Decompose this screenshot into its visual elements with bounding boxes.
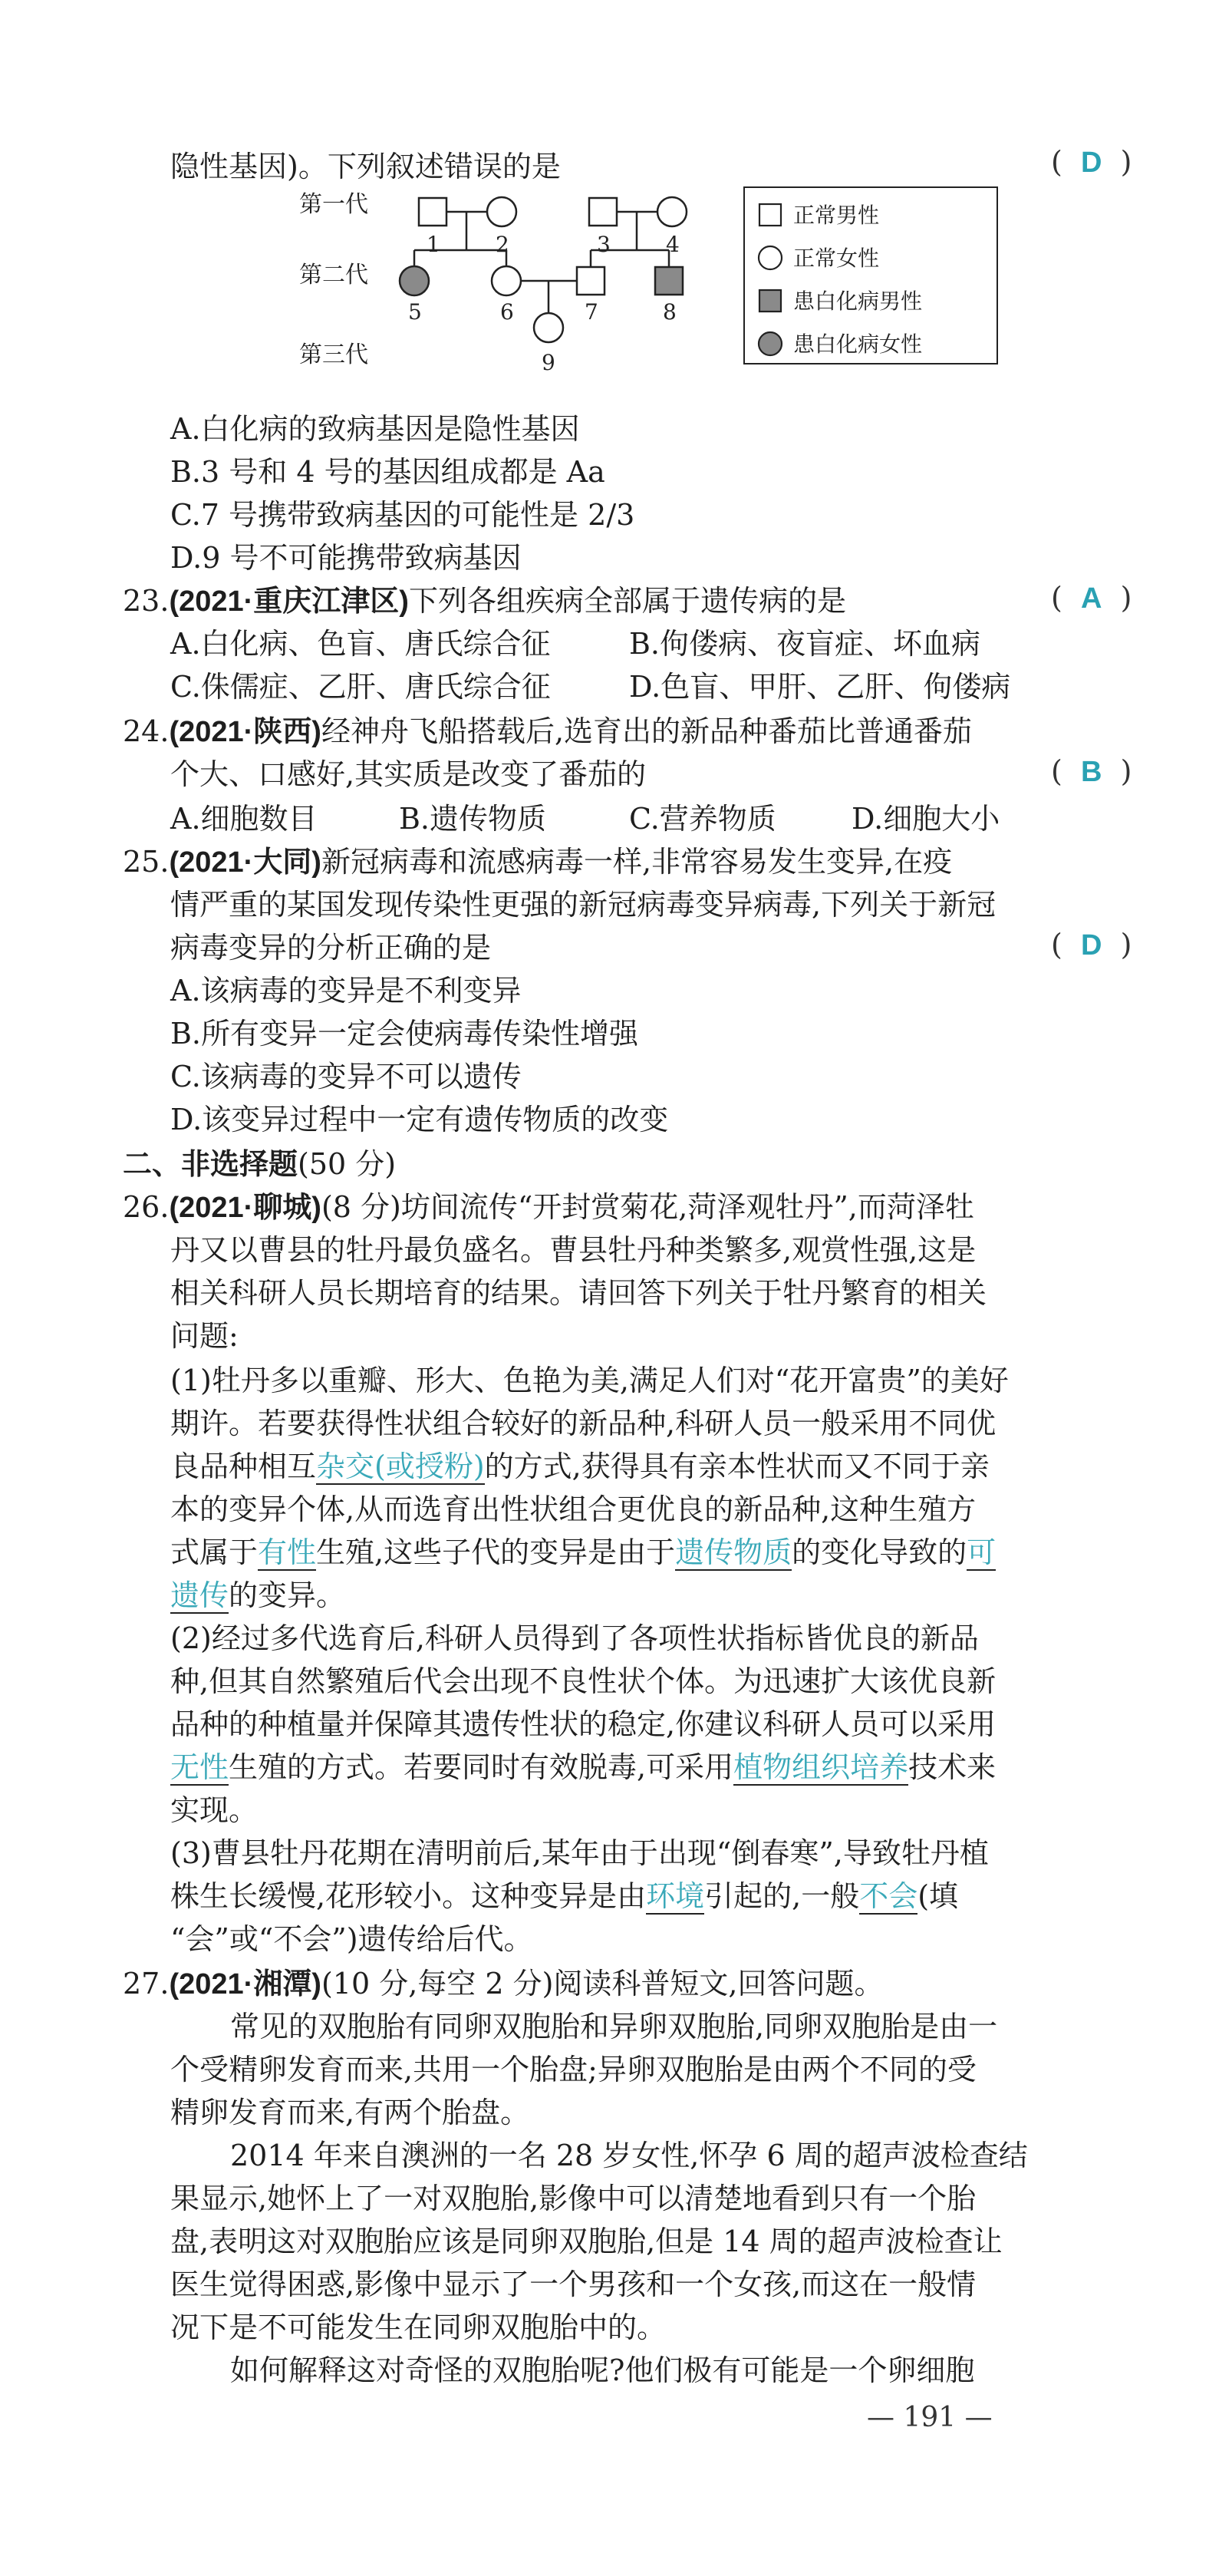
- gen3-label: 第三代: [299, 341, 368, 368]
- q26-p2-1: (2)经过多代选育后,科研人员得到了各项性状指标皆优良的新品: [170, 1621, 979, 1655]
- q26-l2: 丹又以曹县的牡丹最负盛名。曹县牡丹种类繁多,观赏性强,这是: [170, 1233, 977, 1267]
- q22-option-c: C.7 号携带致病基因的可能性是 2/3: [170, 498, 635, 532]
- q25-stem-3: 病毒变异的分析正确的是: [170, 931, 492, 965]
- q27-p1-2: 个受精卵发育而来,共用一个胎盘;异卵双胞胎是由两个不同的受: [170, 2053, 977, 2086]
- q22-option-b: B.3 号和 4 号的基因组成都是 Aa: [170, 455, 605, 489]
- q26-blank-4b: 遗传: [170, 1578, 229, 1612]
- ind-4: 4: [666, 232, 680, 257]
- q27-p2-5: 况下是不可能发生在同卵双胞胎中的。: [170, 2310, 667, 2344]
- q26-p3-3: “会”或“不会”)遗传给后代。: [170, 1922, 533, 1956]
- q23-option-c: C.侏儒症、乙肝、唐氏综合征: [170, 670, 551, 704]
- q26-blank-4a: 可: [967, 1535, 997, 1569]
- q23-option-b: B.佝偻病、夜盲症、坏血病: [629, 627, 981, 661]
- q26-blank-5: 无性: [170, 1750, 229, 1784]
- q26-blank-1: 杂交(或授粉): [316, 1450, 485, 1483]
- q26-p2-5: 实现。: [170, 1793, 259, 1827]
- q27-p3-1: 如何解释这对奇怪的双胞胎呢?他们极有可能是一个卵细胞: [230, 2353, 975, 2387]
- q26-p1-2: 期许。若要获得性状组合较好的新品种,科研人员一般采用不同优: [170, 1407, 997, 1440]
- q24-stem-2: 个大、口感好,其实质是改变了番茄的: [170, 757, 647, 791]
- q22-answer: ( D ): [1051, 145, 1132, 179]
- gen2-label: 第二代: [299, 262, 368, 289]
- q27-p1-1: 常见的双胞胎有同卵双胞胎和异卵双胞胎,同卵双胞胎是由一: [230, 2010, 998, 2043]
- q27-p2-2: 果显示,她怀上了一对双胞胎,影像中可以清楚地看到只有一个胎: [170, 2182, 977, 2215]
- q26-blank-6: 植物组织培养: [733, 1750, 909, 1784]
- q25-option-b: B.所有变异一定会使病毒传染性增强: [170, 1017, 639, 1051]
- q27-p1-3: 精卵发育而来,有两个胎盘。: [170, 2096, 530, 2129]
- ind-5: 5: [408, 299, 422, 325]
- q24-answer: ( B ): [1051, 754, 1132, 788]
- q22-option-d: D.9 号不可能携带致病基因: [170, 541, 522, 575]
- q23-stem: 23.(2021·重庆江津区)下列各组疾病全部属于遗传病的是: [123, 584, 846, 618]
- q26-blank-8: 不会: [859, 1879, 918, 1913]
- q25-option-c: C.该病毒的变异不可以遗传: [170, 1060, 522, 1093]
- q27-p2-1: 2014 年来自澳洲的一名 28 岁女性,怀孕 6 周的超声波检查结: [230, 2139, 1028, 2172]
- page-number: — 191 —: [867, 2402, 993, 2433]
- q26-p1-5: 式属于有性生殖,这些子代的变异是由于遗传物质的变化导致的可: [170, 1535, 997, 1569]
- q26-p3-2: 株生长缓慢,花形较小。这种变异是由环境引起的,一般不会(填: [170, 1879, 959, 1913]
- q26-blank-3: 遗传物质: [675, 1535, 792, 1569]
- q25-option-a: A.该病毒的变异是不利变异: [170, 974, 522, 1008]
- q24-option-b: B.遗传物质: [399, 802, 547, 836]
- q26-p2-3: 品种的种植量并保障其遗传性状的稳定,你建议科研人员可以采用: [170, 1707, 997, 1741]
- q26-p1-1: (1)牡丹多以重瓣、形大、色艳为美,满足人们对“花开富贵”的美好: [170, 1364, 1009, 1397]
- q25-stem-1: 25.(2021·大同)新冠病毒和流感病毒一样,非常容易发生变异,在疫: [123, 845, 953, 879]
- q26-p1-4: 本的变异个体,从而选育出性状组合更优良的新品种,这种生殖方: [170, 1492, 977, 1526]
- legend-normal-male: 正常男性: [793, 203, 880, 228]
- ind-7: 7: [585, 299, 598, 325]
- q24-option-a: A.细胞数目: [170, 802, 318, 836]
- q27-l1: 27.(2021·湘潭)(10 分,每空 2 分)阅读科普短文,回答问题。: [123, 1967, 884, 2000]
- gen1-label: 第一代: [299, 191, 368, 218]
- q23-option-d: D.色盲、甲肝、乙肝、佝偻病: [629, 670, 1011, 704]
- ind-8: 8: [663, 299, 677, 325]
- q26-p1-3: 良品种相互杂交(或授粉)的方式,获得具有亲本性状而又不同于亲: [170, 1450, 990, 1483]
- q26-l4: 问题:: [170, 1319, 239, 1353]
- q23-answer: ( A ): [1051, 581, 1132, 615]
- section-2-title: 二、非选择题(50 分): [123, 1146, 397, 1181]
- ind-3: 3: [597, 232, 611, 257]
- ind-2: 2: [496, 232, 509, 257]
- q23-option-a: A.白化病、色盲、唐氏综合征: [170, 627, 551, 661]
- ind-9: 9: [542, 350, 555, 375]
- legend-affected-female: 患白化病女性: [793, 331, 923, 357]
- q26-blank-2: 有性: [258, 1535, 317, 1569]
- q22-stem: 隐性基因)。下列叙述错误的是: [170, 150, 561, 183]
- legend-normal-female: 正常女性: [793, 246, 880, 271]
- q26-l1: 26.(2021·聊城)(8 分)坊间流传“开封赏菊花,菏泽观牡丹”,而菏泽牡: [123, 1190, 974, 1224]
- q27-p2-4: 医生觉得困惑,影像中显示了一个男孩和一个女孩,而这在一般情: [170, 2268, 977, 2301]
- q25-answer: ( D ): [1051, 928, 1132, 961]
- q27-p2-3: 盘,表明这对双胞胎应该是同卵双胞胎,但是 14 周的超声波检查让: [170, 2225, 1003, 2258]
- q22-option-a: A.白化病的致病基因是隐性基因: [170, 412, 580, 446]
- q24-stem-1: 24.(2021·陕西)经神舟飞船搭载后,选育出的新品种番茄比普通番茄: [123, 714, 973, 748]
- q24-option-c: C.营养物质: [629, 802, 776, 836]
- q26-p2-4: 无性生殖的方式。若要同时有效脱毒,可采用植物组织培养技术来: [170, 1750, 997, 1784]
- q25-stem-2: 情严重的某国发现传染性更强的新冠病毒变异病毒,下列关于新冠: [170, 888, 997, 922]
- pedigree-diagram: [299, 184, 1143, 414]
- q26-p3-1: (3)曹县牡丹花期在清明前后,某年由于出现“倒春寒”,导致牡丹植: [170, 1836, 989, 1870]
- ind-1: 1: [427, 232, 440, 257]
- q26-l3: 相关科研人员长期培育的结果。请回答下列关于牡丹繁育的相关: [170, 1276, 987, 1310]
- q24-option-d: D.细胞大小: [852, 802, 1000, 836]
- q26-p2-2: 种,但其自然繁殖后代会出现不良性状个体。为迅速扩大该优良新: [170, 1664, 997, 1698]
- q26-blank-7: 环境: [646, 1879, 705, 1913]
- q25-option-d: D.该变异过程中一定有遗传物质的改变: [170, 1103, 669, 1136]
- q26-p1-6: 遗传的变异。: [170, 1578, 346, 1612]
- ind-6: 6: [500, 299, 514, 325]
- legend-affected-male: 患白化病男性: [793, 289, 923, 314]
